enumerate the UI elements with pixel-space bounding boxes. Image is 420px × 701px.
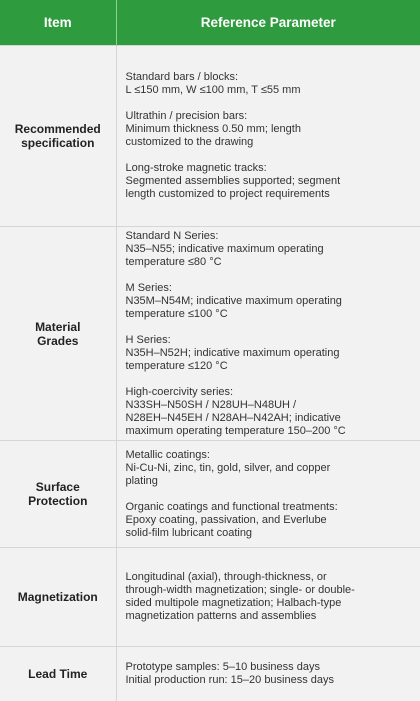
- item-cell: [0, 227, 116, 441]
- item-label: Recommended: [14, 122, 101, 136]
- parameter-line: plating: [125, 474, 158, 487]
- parameter-line: temperature ≤120 °C: [125, 359, 228, 372]
- parameter-block: [126, 230, 413, 269]
- parameter-block: [126, 71, 413, 97]
- parameter-line: Ultrathin / precision bars:: [125, 110, 248, 122]
- item-label: Lead Time: [28, 666, 88, 681]
- parameter-line: N35M–N54M; indicative maximum operating: [125, 294, 342, 307]
- parameter-cell: [116, 548, 420, 647]
- parameter-line: Initial production run: 15–20 business days: [125, 673, 335, 686]
- parameter-cell: [116, 647, 420, 701]
- item-label: Material: [35, 319, 81, 334]
- parameter-line: temperature ≤80 °C: [125, 255, 222, 268]
- parameter-line: N28EH–N45EH / N28AH–N42AH; indicative: [125, 411, 341, 424]
- parameter-line: through-width magnetization; single- or double-: [125, 584, 355, 596]
- header-row: [0, 0, 420, 46]
- table-row-surface-protection: [0, 441, 420, 548]
- parameter-line: magnetization patterns and assemblies: [125, 610, 317, 622]
- parameter-line: N35–N55; indicative maximum operating: [125, 242, 324, 255]
- parameter-line: Metallic coatings:: [125, 448, 210, 461]
- table-row-material-grades: [0, 227, 420, 441]
- parameter-block: [126, 571, 413, 623]
- item-column-header: Item: [0, 0, 116, 46]
- parameter-line: Organic coatings and functional treatments:: [125, 500, 338, 513]
- parameter-line: Longitudinal (axial), through-thickness, or: [125, 571, 327, 583]
- parameter-cell: [116, 441, 420, 548]
- parameter-line: solid-film lubricant coating: [125, 526, 253, 539]
- item-cell: [0, 548, 116, 647]
- table-row-lead-time: [0, 647, 420, 701]
- parameter-block: [126, 661, 413, 687]
- item-label: Grades: [37, 333, 79, 348]
- parameter-line: N35H–N52H; indicative maximum operating: [125, 346, 340, 359]
- parameter-block: [126, 334, 413, 373]
- parameter-line: Ni-Cu-Ni, zinc, tin, gold, silver, and copper: [125, 461, 331, 474]
- parameter-line: customized to the drawing: [125, 136, 254, 148]
- table-row-recommended-specification: [0, 46, 420, 227]
- parameter-line: Epoxy coating, passivation, and Everlube: [125, 513, 327, 526]
- parameter-line: Standard N Series:: [125, 229, 219, 242]
- parameter-line: length customized to project requirements: [125, 188, 330, 200]
- parameter-cell: [116, 46, 420, 227]
- table-row-magnetization: [0, 548, 420, 647]
- parameter-line: High-coercivity series:: [125, 385, 234, 398]
- item-label: specification: [21, 136, 95, 150]
- parameter-line: H Series:: [125, 333, 171, 346]
- parameter-line: Prototype samples: 5–10 business days: [125, 660, 320, 673]
- item-label: Magnetization: [17, 590, 98, 604]
- parameter-line: Minimum thickness 0.50 mm; length: [125, 123, 301, 135]
- parameter-block: [126, 162, 413, 201]
- item-cell: [0, 647, 116, 701]
- parameter-line: N33SH–N50SH / N28UH–N48UH /: [125, 398, 297, 411]
- parameter-block: [126, 449, 413, 488]
- item-label: Protection: [28, 494, 88, 508]
- parameter-line: temperature ≤100 °C: [125, 307, 228, 320]
- item-label: Surface: [35, 480, 80, 494]
- parameter-line: maximum operating temperature 150–200 °C: [125, 424, 346, 437]
- parameter-block: [126, 110, 413, 149]
- parameter-block: [126, 282, 413, 321]
- parameter-block: [126, 386, 413, 438]
- parameter-line: Long-stroke magnetic tracks:: [125, 162, 267, 174]
- parameter-block: [126, 501, 413, 540]
- parameter-line: Standard bars / blocks:: [125, 71, 239, 83]
- parameter-line: L ≤150 mm, W ≤100 mm, T ≤55 mm: [125, 84, 301, 96]
- parameter-column-header: Reference Parameter: [116, 0, 420, 46]
- parameter-line: sided multipole magnetization; Halbach-type: [125, 597, 342, 609]
- item-cell: [0, 441, 116, 548]
- item-cell: [0, 46, 116, 227]
- parameter-line: Segmented assemblies supported; segment: [125, 175, 341, 187]
- parameter-line: M Series:: [125, 281, 172, 294]
- parameter-cell: [116, 227, 420, 441]
